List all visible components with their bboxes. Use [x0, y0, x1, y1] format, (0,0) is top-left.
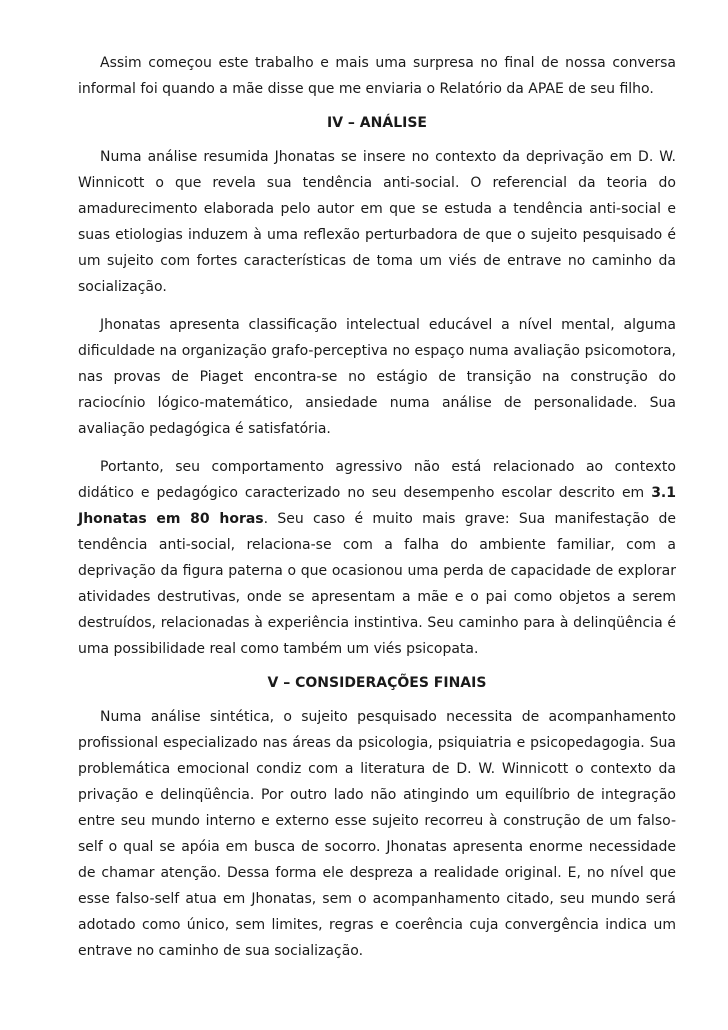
paragraph-analise-2: Jhonatas apresenta classificação intelectual educável a nível mental, alguma dificuldade na organização grafo-perceptiva no espaço numa avaliação psicomotora, nas provas de Piaget encontra-se no estágio de transição na construção do raciocínio lógico-matemático, ansiedade numa análise de personalidade. Sua avaliação pedagógica é satisfatória. — [78, 317, 676, 437]
paragraph-text: . Seu caso é muito mais grave: Sua manifestação de tendência anti-social, relaciona-se com a falha do ambiente familiar, com a deprivação da figura paterna o que ocasionou uma perda de capacidade de explorar atividades destrutivas, onde se apresentam a mãe e o pai como objetos a serem destruídos, relacionadas à experiência instintiva. Seu caminho para à delinqüência é uma possibilidade real como também um viés psicopata. — [78, 511, 676, 657]
paragraph-intro-closing: Assim começou este trabalho e mais uma surpresa no final de nossa conversa informal foi quando a mãe disse que me enviaria o Relatório da APAE de seu filho. — [78, 55, 676, 97]
section-title-analise: IV – ANÁLISE — [327, 115, 427, 131]
paragraph-analise-3 — [78, 454, 676, 662]
paragraph-text: Portanto, seu comportamento agressivo não está relacionado ao contexto didático e pedagógico caracterizado no seu desempenho escolar descrito em — [78, 459, 676, 501]
bold-reference: 3.1 Jhonatas em 80 horas — [78, 485, 676, 527]
paragraph-consideracoes: Numa análise sintética, o sujeito pesquisado necessita de acompanhamento profissional especializado nas áreas da psicologia, psiquiatria e psicopedagogia. Sua problemática emocional condiz com a literatura de D. W. Winnicott o contexto da privação e delinqüência. Por outro lado não atingindo um equilíbrio de integração entre seu mundo interno e externo esse sujeito recorreu à construção de um falso-self o qual se apóia em busca de socorro. Jhonatas apresenta enorme necessidade de chamar atenção. Dessa forma ele despreza a realidade original. E, no nível que esse falso-self atua em Jhonatas, sem o acompanhamento citado, seu mundo será adotado como único, sem limites, regras e coerência cuja convergência indica um entrave no caminho de sua socialização. — [78, 709, 676, 959]
paragraph-analise-1: Numa análise resumida Jhonatas se insere no contexto da deprivação em D. W. Winnicott o que revela sua tendência anti-social. O referencial da teoria do amadurecimento elaborada pelo autor em que se estuda a tendência anti-social e suas etiologias induzem à uma reflexão perturbadora de que o sujeito pesquisado é um sujeito com fortes características de toma um viés de entrave no caminho da socialização. — [78, 149, 676, 295]
document-page — [78, 50, 676, 964]
section-title-consideracoes: V – CONSIDERAÇÕES FINAIS — [267, 675, 487, 691]
